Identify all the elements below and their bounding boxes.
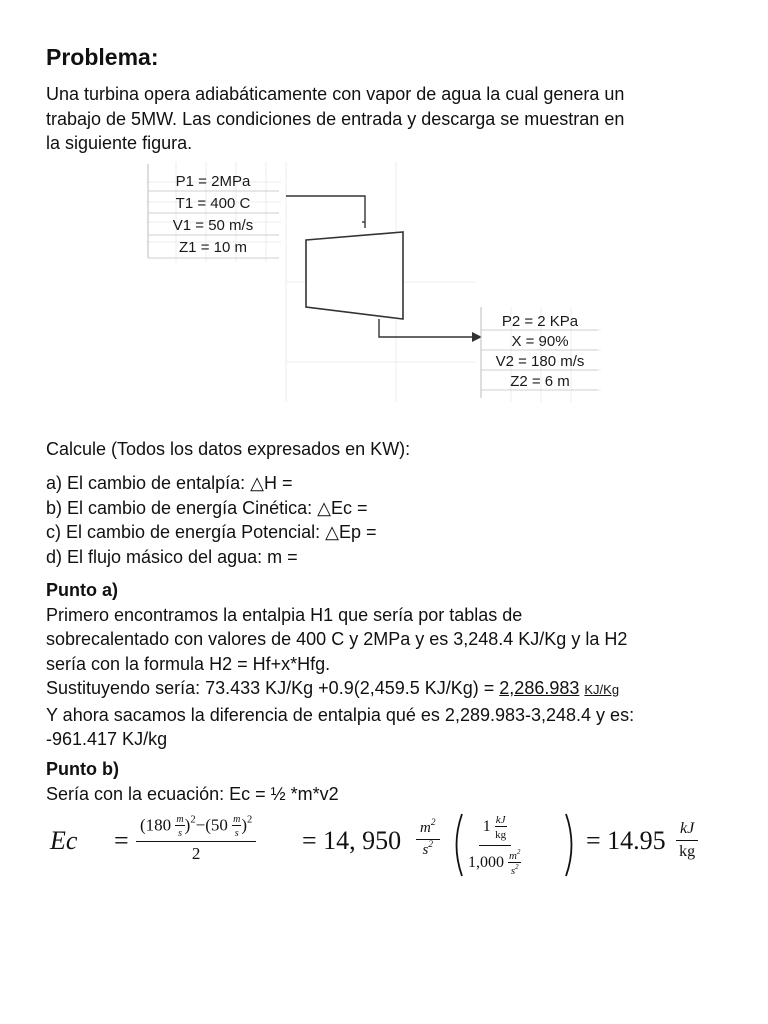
h2-result: 2,286.983: [499, 678, 580, 698]
eq-exp: 2: [515, 863, 519, 871]
eq-unit-ms: [232, 814, 241, 839]
punto-a-line: Y ahora sacamos la diferencia de entalpia qué es 2,289.983-3,248.4 y es:: [46, 704, 635, 725]
eq-unit-m: m: [233, 814, 241, 825]
inlet-temperature: T1 = 400 C: [175, 195, 251, 212]
eq-unit-ms: [175, 814, 184, 839]
eq-lhs: Ec: [50, 826, 78, 855]
eq-conv-denominator: [468, 846, 521, 877]
intro-line: trabajo de 5MW. Las condiciones de entrada y descarga se muestran en: [46, 108, 625, 129]
substitution-text: Sustituyendo sería: 73.433 KJ/Kg +0.9(2,459.5 KJ/Kg) =: [46, 678, 500, 698]
intro-paragraph: [46, 82, 736, 156]
eq-kj: kJ: [676, 820, 698, 841]
problem-title: Problema:: [46, 44, 159, 70]
eq-kj: kJ: [495, 814, 506, 826]
turbine-figure: [146, 162, 606, 402]
eq-denominator: 2: [191, 844, 201, 863]
turbine-body: [306, 232, 403, 319]
eq-numerator: (180 $\frac{m}{s}$ )$^2$−(50 $\frac{m}{s}$ )$^2$: [136, 814, 256, 842]
eq-exp: 2: [516, 848, 521, 856]
punto-a-substitution: [46, 676, 736, 703]
eq-unit-kj-kg: [495, 814, 507, 841]
eq-s: s: [510, 865, 516, 877]
eq-equals: =: [114, 826, 129, 855]
calc-list: [46, 471, 736, 569]
eq-main-fraction: [136, 814, 256, 864]
inlet-pipe: [286, 196, 365, 228]
eq-kg: kg: [679, 843, 696, 860]
eq-right-paren: [564, 812, 578, 878]
calc-item-a: a) El cambio de entalpía: △H =: [46, 473, 293, 493]
eq-exp: 2: [430, 818, 436, 829]
eq-unit-m2: [416, 820, 440, 840]
eq-final-unit: [676, 820, 698, 861]
outlet-pipe: [379, 319, 476, 337]
h2-result-unit: KJ/Kg: [584, 682, 620, 697]
inlet-pressure: P1 = 2MPa: [175, 173, 251, 190]
calc-item-b: b) El cambio de energía Cinética: △Ec =: [46, 497, 368, 518]
eq-left-paren: [450, 812, 464, 878]
outlet-velocity: V2 = 180 m/s: [495, 353, 585, 370]
eq-s2-small: [511, 863, 519, 877]
eq-minus: −: [195, 815, 206, 835]
eq-m: m: [509, 850, 517, 862]
eq-unit-s: s: [178, 828, 182, 839]
outlet-pressure: P2 = 2 KPa: [501, 313, 579, 330]
eq-exp: 2: [428, 840, 433, 851]
eq-v2: 180: [145, 815, 172, 835]
eq-m2-small: [508, 850, 521, 863]
eq-unit-s: s: [234, 828, 239, 839]
punto-a-line: Primero encontramos la entalpia H1 que sería por tablas de: [46, 604, 523, 625]
punto-b-heading: Punto b): [46, 759, 119, 779]
outlet-quality: X = 90%: [511, 333, 569, 350]
eq-unit-m2-s2-small: [508, 850, 521, 877]
eq-result-2: = 14.95: [586, 826, 666, 855]
inlet-velocity: V1 = 50 m/s: [172, 217, 254, 234]
punto-b-line: Sería con la ecuación: Ec = ½ *m*v2: [46, 783, 339, 804]
kinetic-energy-equation: [50, 812, 740, 878]
intro-line: la siguiente figura.: [46, 133, 193, 153]
calc-item-c: c) El cambio de energía Potencial: △Ep =: [46, 522, 377, 542]
punto-a-heading: Punto a): [46, 580, 118, 600]
inlet-table: [148, 164, 279, 258]
eq-s: s: [422, 842, 429, 858]
eq-exp: 2: [190, 814, 196, 826]
eq-m: m: [420, 820, 431, 836]
inlet-height: Z1 = 10 m: [179, 239, 247, 256]
outlet-height: Z2 = 6 m: [510, 373, 570, 390]
punto-b-section: [46, 757, 736, 806]
eq-unit-m: m: [176, 814, 184, 825]
eq-exp: 2: [247, 814, 253, 826]
eq-v1: 50: [210, 815, 228, 835]
calc-section: [46, 437, 736, 462]
eq-thousand: 1,000: [468, 854, 504, 872]
punto-a-section: [46, 578, 736, 752]
intro-line: Una turbina opera adiabáticamente con vapor de agua la cual genera un: [46, 84, 625, 104]
eq-unit-s2: [423, 840, 434, 859]
punto-a-line: sobrecalentado con valores de 400 C y 2MPa y es 3,248.4 KJ/Kg y la H2: [46, 629, 628, 649]
eq-conversion-fraction: [468, 814, 521, 877]
calc-header: Calcule (Todos los datos expresados en KW):: [46, 439, 411, 459]
enthalpy-change-result: -961.417 KJ/kg: [46, 729, 168, 749]
eq-conv-numerator: [479, 814, 511, 846]
eq-one: 1: [482, 818, 491, 836]
eq-result-1: = 14, 950: [302, 826, 402, 855]
eq-unit-m2-s2: [416, 820, 440, 859]
outlet-table: [481, 307, 598, 398]
eq-kg: kg: [495, 829, 507, 841]
calc-item-d: d) El flujo másico del agua: m =: [46, 546, 298, 567]
punto-a-line: sería con la formula H2 = Hf+x*Hfg.: [46, 653, 331, 674]
